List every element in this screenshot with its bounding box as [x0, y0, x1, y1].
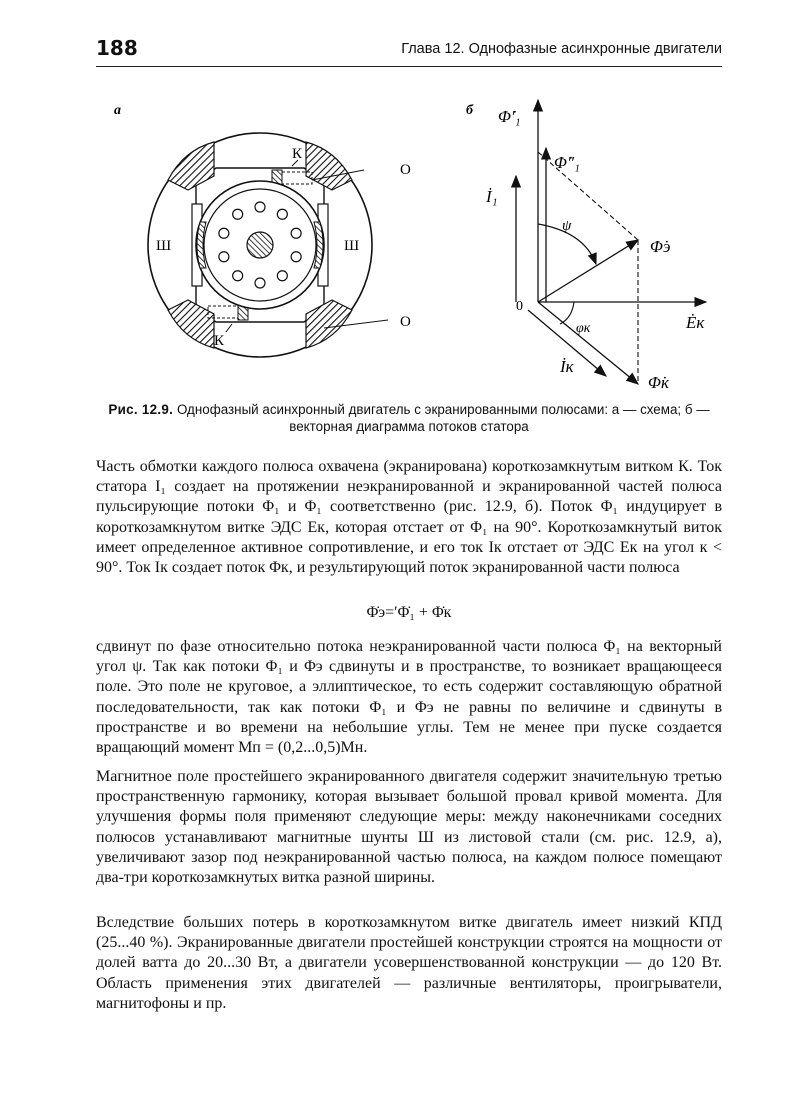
rotor-bar [233, 271, 243, 281]
rotor-bar [291, 252, 301, 262]
panel-b-label: б [466, 103, 473, 118]
label-phi-e: Φ̇э [650, 237, 671, 256]
construction-line-top [538, 152, 638, 240]
label-i-k: İк [560, 357, 574, 376]
paragraph-1-text: Часть обмотки каждого полюса охвачена (экранирована) короткозамкнутым витком К. Ток статора I₁ создает на протяжении неэкранированной и экранированной частей полюса пульсирующие потоки Φ₁ и Φ₁ соответственно (рис. 12.9, б). Поток Φ₁ индуцирует в короткозамкнутом витке ЭДС Eк, которая отстает от Φ₁ на 90°. Короткозамкнутый виток имеет определенное активное сопротивление, и его ток Iк отстает от ЭДС Eк на угол к < 90°. Ток Iк создает поток Φк, и результирующий поток экранированной части полюса [96, 458, 722, 577]
rotor-bar [219, 252, 229, 262]
label-phi-k-angle: φк [576, 321, 591, 336]
label-psi: ψ [562, 218, 572, 234]
rotor-bar [277, 209, 287, 219]
motor-scheme-diagram [96, 92, 426, 392]
paragraph-3 [96, 767, 722, 888]
paragraph-2-text: сдвинут по фазе относительно потока неэкранированной части полюса Φ₁ на векторный угол ψ. Так как потоки Φ₁ и Φэ сдвинуты и в пространстве, то возникает вращающееся поле. Это поле не круговое, а эллиптическое, то есть содержит составляющую обратной последовательности, так как потоки Φ₁ и Φэ не равны по величине и сдвинуты в пространстве и во времени на небольшие углы. Тем не менее при пуске создается вращающий момент Mп = (0,2...0,5)Mн. [96, 638, 722, 757]
paragraph-4-text: Вследствие больших потерь в короткозамкнутом витке двигатель имеет низкий КПД (25...40 %). Экранированные двигатели простейшей конструкции строятся на мощности от долей ватта до 20...30 Вт, а двигатели усовершенствованной конструкции — до 120 Вт. Область применения этих двигателей — различные вентиляторы, проигрыватели, магнитофоны и пр. [96, 914, 722, 1012]
formula-phi-e: Φ̇э=′Φ̇₁ + Φ̇к [366, 604, 452, 621]
rotor-bar [291, 228, 301, 238]
paragraph-3-text: Магнитное поле простейшего экранированного двигателя содержит значительную третью пространственную гармонику, которая вызывает большой провал кривой момента. Для улучшения формы поля применяют следующие меры: между наконечниками соседних полюсов устанавливают магнитные шунты Ш из листовой стали (см. рис. 12.9, а), увеличивают зазор под неэкранированной частью полюса, на каждом полюсе помещают два-три короткозамкнутых витка разной ширины. [96, 768, 722, 887]
vector-phi-k [538, 302, 638, 384]
label-phi1-prime: Φ̇′₁ [498, 107, 521, 126]
vector-diagram [456, 92, 726, 392]
label-i1: İ₁ [486, 187, 498, 206]
rotor-bar [255, 202, 265, 212]
paragraph-4 [96, 913, 722, 1014]
shaft [247, 232, 273, 258]
figure-caption [96, 401, 722, 435]
label-phi-k: Φ̇к [648, 373, 669, 392]
label-k-bottom: К [214, 333, 225, 349]
paragraph-2 [96, 637, 722, 758]
angle-phi-k-arc [560, 302, 574, 324]
label-sh-left: Ш [156, 238, 172, 254]
label-origin: 0 [516, 299, 523, 314]
page-header [96, 36, 722, 67]
label-sh-right: Ш [344, 238, 360, 254]
label-o-bottom: О [400, 314, 411, 330]
rotor-bar [277, 271, 287, 281]
paragraph-1 [96, 457, 722, 578]
label-k-top: К [292, 146, 303, 162]
rotor-bar [255, 278, 265, 288]
caption-text: Однофазный асинхронный двигатель с экранированными полюсами: а — схема; б — векторная диаграмма потоков статора [176, 402, 710, 434]
caption-label: Рис. 12.9. [108, 402, 174, 417]
rotor-bar [233, 209, 243, 219]
label-phi1-double: Φ̇″₁ [554, 153, 580, 172]
label-o-top: О [400, 162, 411, 178]
page-number: 188 [96, 36, 138, 60]
label-e-k: Ėк [686, 313, 705, 332]
figure-12-9 [96, 92, 726, 392]
rotor-bar [219, 228, 229, 238]
running-title: Глава 12. Однофазные асинхронные двигатели [401, 41, 722, 57]
panel-a-label: а [114, 103, 121, 118]
